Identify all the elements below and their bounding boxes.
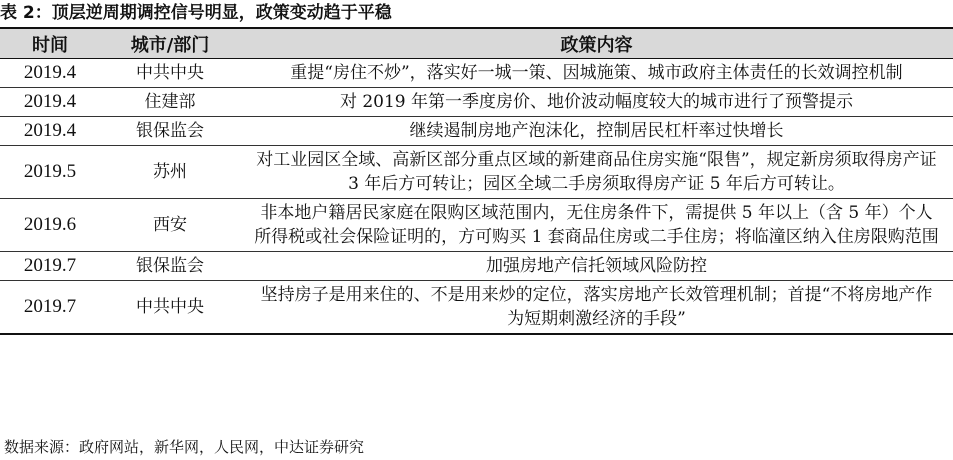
row-content: 坚持房子是用来住的、不是用来炒的定位，落实房地产长效管理机制；首提“不将房地产作为短期刺激经济的手段”	[240, 281, 953, 335]
row-city: 中共中央	[100, 281, 240, 335]
row-city: 苏州	[100, 146, 240, 199]
row-city: 住建部	[100, 88, 240, 117]
row-content: 非本地户籍居民家庭在限购区域范围内，无住房条件下，需提供 5 年以上（含 5 年）个人所得税或社会保险证明的，方可购买 1 套商品住房或二手住房；将临潼区纳入住房限购范围	[240, 199, 953, 252]
table-row	[0, 117, 953, 146]
row-time: 2019.7	[0, 252, 100, 281]
row-time: 2019.4	[0, 59, 100, 88]
row-time: 2019.7	[0, 281, 100, 335]
row-city: 银保监会	[100, 117, 240, 146]
table-row	[0, 146, 953, 199]
table-header-row	[0, 28, 953, 59]
row-content: 重提“房住不炒”，落实好一城一策、因城施策、城市政府主体责任的长效调控机制	[240, 59, 953, 88]
row-content: 对工业园区全域、高新区部分重点区域的新建商品住房实施“限售”，规定新房须取得房产证 3 年后方可转让；园区全域二手房须取得房产证 5 年后方可转让。	[240, 146, 953, 199]
row-time: 2019.4	[0, 117, 100, 146]
table-row	[0, 281, 953, 335]
row-time: 2019.6	[0, 199, 100, 252]
row-content: 加强房地产信托领域风险防控	[240, 252, 953, 281]
data-source-note: 数据来源：政府网站，新华网，人民网，中达证券研究	[4, 438, 365, 456]
row-time: 2019.4	[0, 88, 100, 117]
row-time: 2019.5	[0, 146, 100, 199]
row-content: 对 2019 年第一季度房价、地价波动幅度较大的城市进行了预警提示	[240, 88, 953, 117]
table-row	[0, 59, 953, 88]
table-row	[0, 88, 953, 117]
header-city: 城市/部门	[100, 28, 240, 59]
policy-table	[0, 27, 953, 335]
header-content: 政策内容	[240, 28, 953, 59]
row-city: 银保监会	[100, 252, 240, 281]
row-city: 中共中央	[100, 59, 240, 88]
row-city: 西安	[100, 199, 240, 252]
table-title: 表 2：顶层逆周期调控信号明显，政策变动趋于平稳	[0, 3, 392, 23]
table-row	[0, 252, 953, 281]
table-row	[0, 199, 953, 252]
row-content: 继续遏制房地产泡沫化，控制居民杠杆率过快增长	[240, 117, 953, 146]
header-time: 时间	[0, 28, 100, 59]
